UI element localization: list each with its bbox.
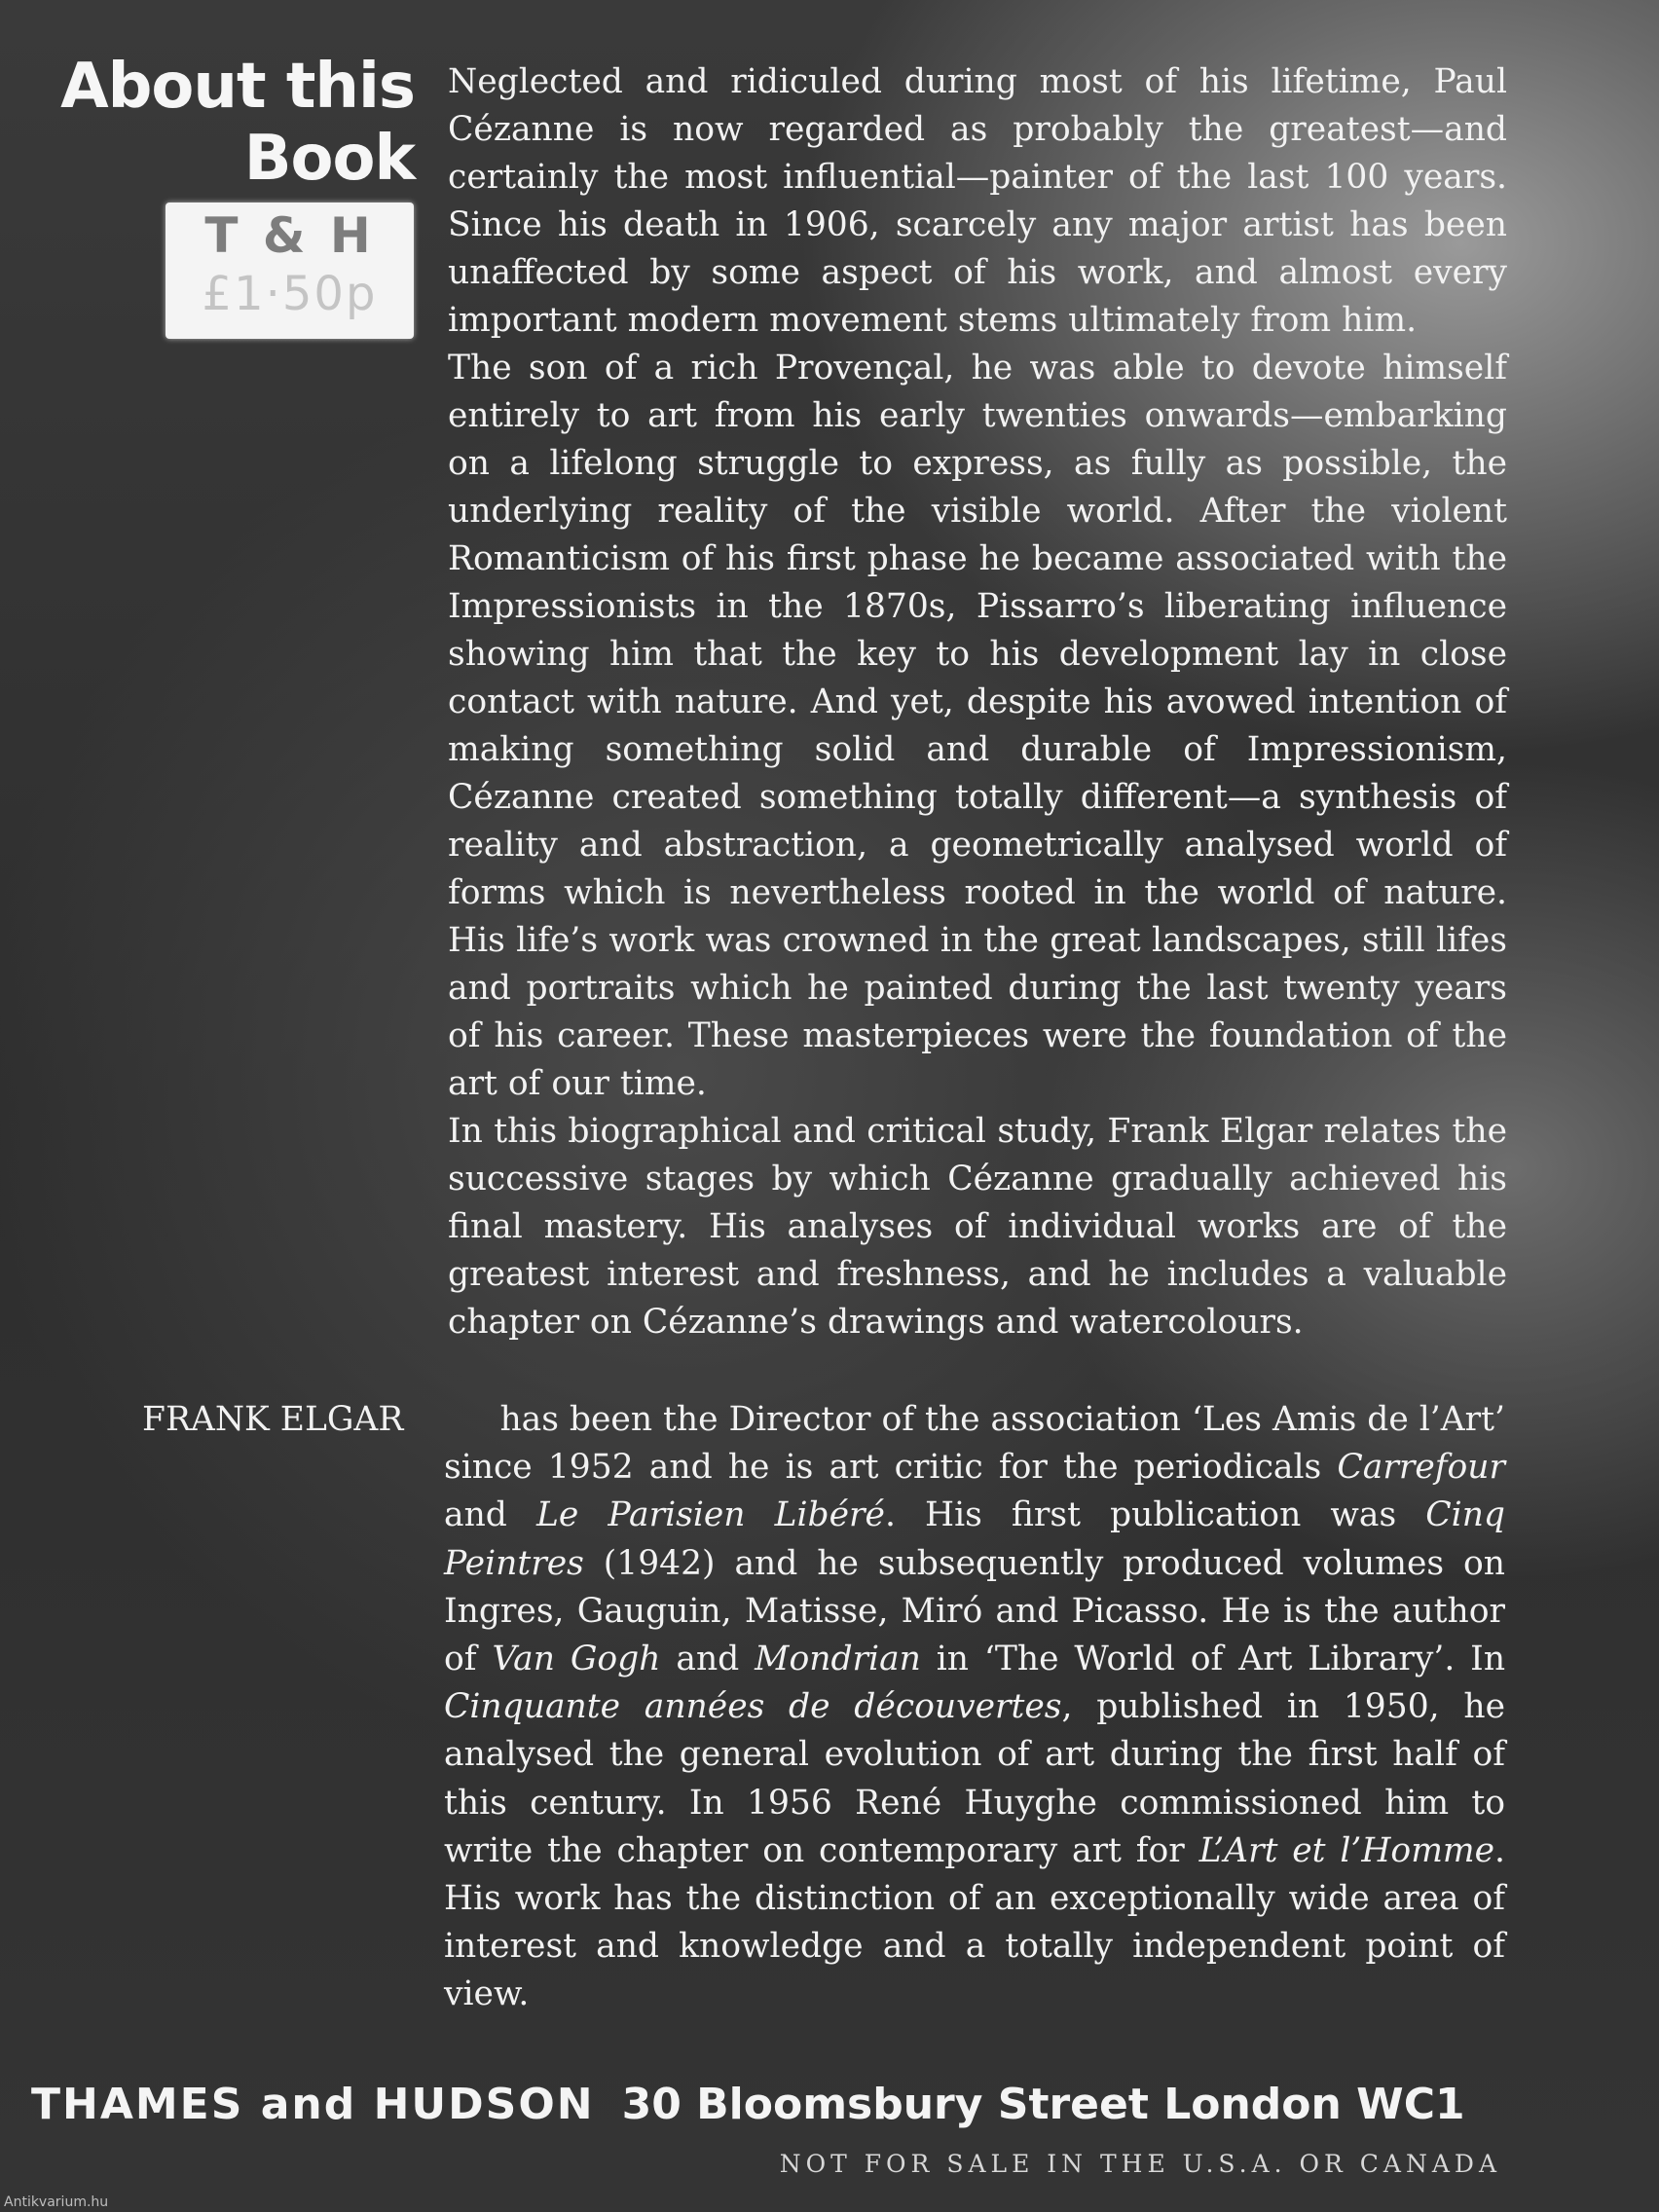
author-bio-text: since 1952 and he is art critic for the periodicals: [444, 1448, 1322, 1488]
about-text: [448, 58, 1507, 1346]
author-bio-text: , published in 1950, he analysed the general evolution of art during the first half of this century. In 1956 René Huyghe commissioned him to write the chapter on contemporary art for: [444, 1687, 1506, 1870]
book-title: L’Art et l’Homme: [1198, 1830, 1495, 1870]
about-paragraph-3: In this biographical and critical study, Frank Elgar relates the successive stages by which Cézanne gradually achieved his final mastery. His analyses of individual works are of the greatest interest and freshness, and he includes a valuable chapter on Cézanne’s drawings and watercolours.: [448, 1112, 1507, 1342]
sticker-price: £1·50p: [202, 267, 378, 321]
sticker-publisher: T & H: [204, 207, 375, 264]
book-title: Cinq Peintres: [444, 1495, 1506, 1583]
author-name: FRANK ELGAR: [142, 1400, 404, 1439]
book-title: Mondrian: [755, 1640, 921, 1679]
watermark: Antikvarium.hu: [4, 2194, 109, 2210]
author-bio-text: and: [676, 1640, 740, 1679]
publisher-footer: [31, 2078, 1511, 2132]
section-heading: [33, 51, 415, 195]
author-bio-text: . His work has the distinction of an exceptionally wide area of interest and knowledge and a totally independent point of view.: [444, 1830, 1506, 2014]
author-bio-text: and: [444, 1495, 507, 1535]
book-title: Cinquante années de découvertes: [444, 1687, 1062, 1727]
periodical-title: Le Parisien Libéré: [535, 1495, 885, 1535]
author-bio-text: . His first publication was: [884, 1495, 1397, 1535]
periodical-title: Carrefour: [1337, 1448, 1505, 1488]
author-bio: [142, 1396, 1506, 2019]
about-paragraph-1: Neglected and ridiculed during most of his lifetime, Paul Cézanne is now regarded as probably the greatest—and certainly the most influential—painter of the last 100 years. Since his death in 1906, scarcely any major artist has been unaffected by some aspect of his work, and almost every important modern movement stems ultimately from him.: [448, 62, 1507, 340]
book-title: Van Gogh: [492, 1640, 661, 1679]
price-sticker: [166, 203, 414, 339]
publisher-address: 30 Bloomsbury Street London WC1: [621, 2080, 1465, 2129]
about-paragraph-2: The son of a rich Provençal, he was able to devote himself entirely to art from his early twenties onwards—embarking on a lifelong struggle to express, as fully as possible, the underlying reality of the visible world. After the violent Romanticism of his first phase he became associated with the Impressionists in the 1870s, Pissarro’s liberating influence showing him that the key to his development lay in close contact with nature. And yet, despite his avowed intention of making something solid and durable of Impressionism, Cézanne created something totally different—a synthesis of reality and abstraction, a geometrically analysed world of forms which is nevertheless rooted in the world of nature. His life’s work was crowned in the great landscapes, still lifes and portraits which he painted during the last twenty years of his career. These masterpieces were the foundation of the art of our time.: [448, 349, 1507, 1103]
heading-line-1: About this: [60, 51, 415, 123]
author-bio-text: in ‘The World of Art Library’. In: [936, 1640, 1506, 1679]
author-bio-text: (1942) and he subsequently produced volumes on Ingres, Gauguin, Matisse, Miró and Picasso. He is the author of: [444, 1543, 1506, 1679]
heading-line-2: Book: [243, 123, 415, 195]
sale-restriction-note: NOT FOR SALE IN THE U.S.A. OR CANADA: [779, 2150, 1501, 2178]
author-bio-first-line: has been the Director of the association ‘Les Amis de l’Art’: [499, 1400, 1505, 1439]
publisher-name: THAMES and HUDSON: [31, 2080, 595, 2129]
